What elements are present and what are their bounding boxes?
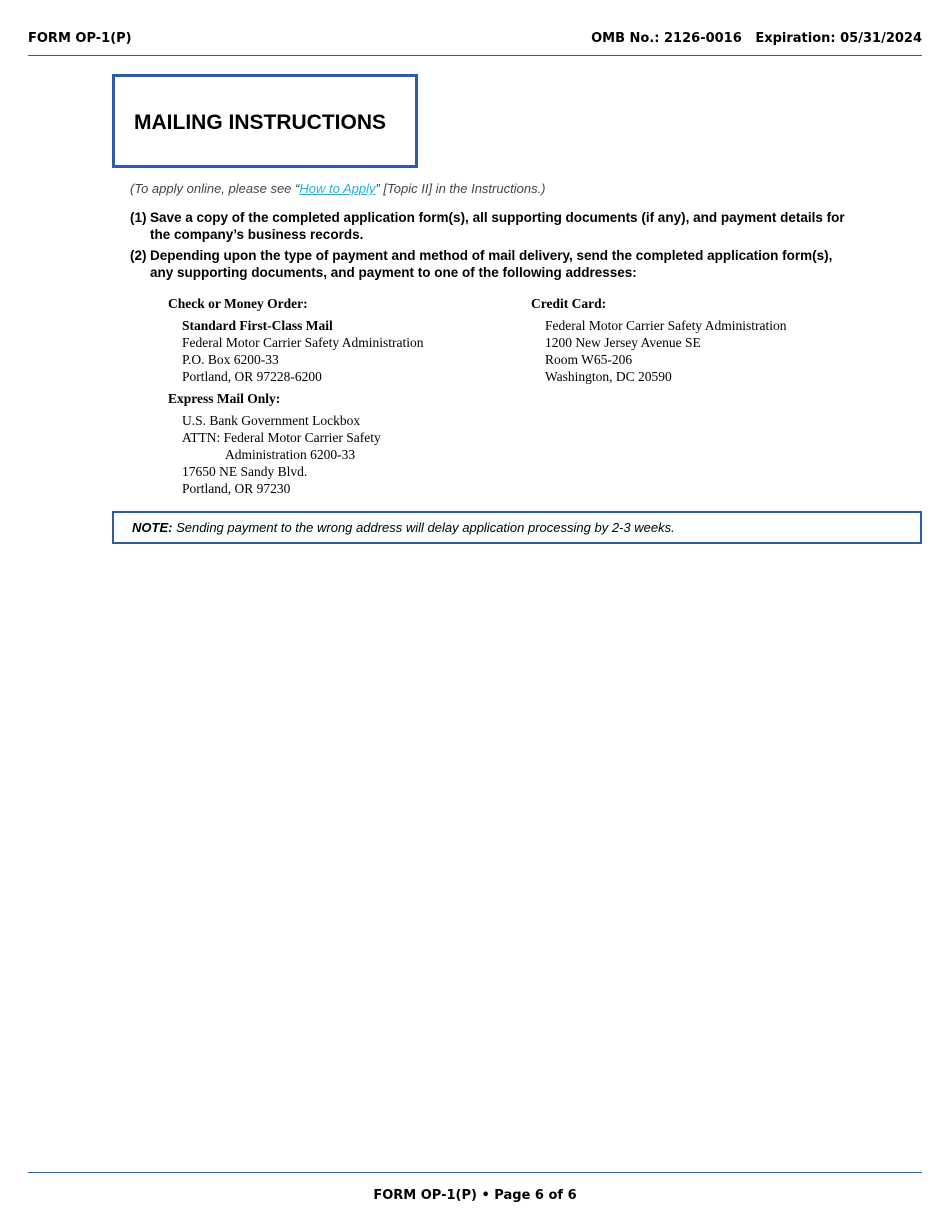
check-money-order-column [168, 295, 498, 497]
address-line: 17650 NE Sandy Blvd. [182, 464, 308, 479]
note-body: Sending payment to the wrong address will delay application processing by 2-3 weeks. [172, 520, 675, 535]
address-line: Federal Motor Carrier Safety Administration [545, 318, 787, 333]
step-text: Save a copy of the completed application form(s), all supporting documents (if any), and payment details for the company’s business records. [150, 210, 845, 242]
address-line: Portland, OR 97228-6200 [182, 369, 322, 384]
expiration-date: Expiration: 05/31/2024 [755, 31, 922, 46]
address-line: Federal Motor Carrier Safety Administration [182, 335, 424, 350]
note-box [112, 511, 922, 544]
address-line: ATTN: Federal Motor Carrier Safety [182, 430, 381, 445]
step-2 [130, 247, 850, 281]
express-mail-address [168, 412, 498, 497]
check-heading: Check or Money Order: [168, 296, 308, 311]
form-id: FORM OP-1(P) [28, 31, 132, 46]
standard-mail-label: Standard First-Class Mail [182, 318, 333, 333]
note-text [132, 520, 675, 535]
credit-card-address [531, 317, 861, 385]
footer-rule [28, 1172, 922, 1173]
step-number: (2) [130, 248, 147, 263]
online-note-suffix: ” [Topic II] in the Instructions.) [375, 181, 546, 196]
address-line: 1200 New Jersey Avenue SE [545, 335, 701, 350]
page-footer: FORM OP-1(P) • Page 6 of 6 [373, 1188, 577, 1203]
title-box [112, 74, 418, 168]
address-line: Room W65-206 [545, 352, 633, 367]
online-note-prefix: (To apply online, please see “ [130, 181, 300, 196]
header-rule [28, 55, 922, 56]
credit-card-column [531, 295, 861, 385]
express-heading: Express Mail Only: [168, 391, 281, 406]
step-text: Depending upon the type of payment and method of mail delivery, send the completed application form(s), any supporting documents, and payment to one of the following addresses: [150, 248, 833, 280]
address-line: P.O. Box 6200-33 [182, 352, 279, 367]
steps-list [130, 209, 850, 285]
address-line: U.S. Bank Government Lockbox [182, 413, 361, 428]
step-number: (1) [130, 210, 147, 225]
step-1 [130, 209, 850, 243]
standard-mail-address [168, 317, 498, 385]
omb-expiration [591, 31, 922, 46]
online-note [130, 181, 546, 196]
how-to-apply-link[interactable]: How to Apply [299, 181, 376, 196]
note-label: NOTE: [132, 520, 173, 535]
address-line: Portland, OR 97230 [182, 481, 291, 496]
address-line: Washington, DC 20590 [545, 369, 672, 384]
omb-number: OMB No.: 2126-0016 [591, 31, 742, 46]
address-line: Administration 6200-33 [225, 447, 356, 462]
page-title: MAILING INSTRUCTIONS [134, 111, 386, 134]
credit-heading: Credit Card: [531, 296, 607, 311]
